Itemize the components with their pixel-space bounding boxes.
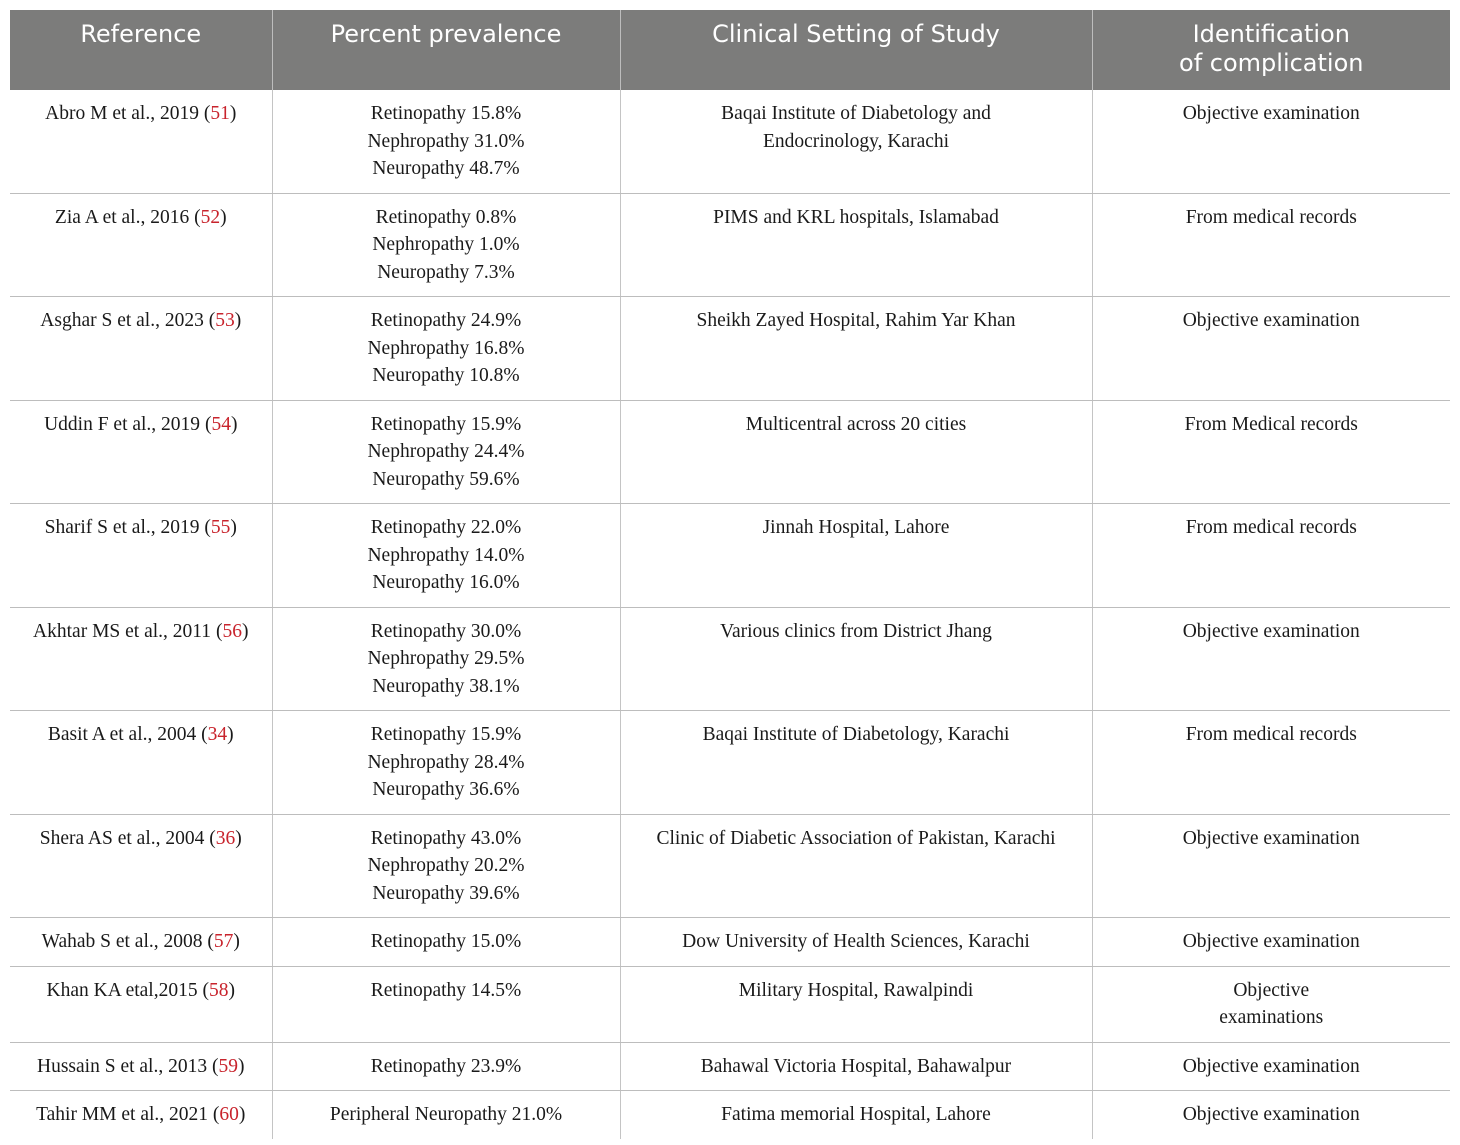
reference-cell — [10, 504, 272, 608]
reference-line: Sharif S et al., 2019 (55) — [44, 517, 237, 538]
reference-citation-link[interactable]: 51 — [210, 103, 230, 124]
reference-line: Wahab S et al., 2008 (57) — [41, 931, 240, 952]
reference-text: Asghar S et al., 2023 — [40, 310, 204, 331]
prevalence-cell — [272, 966, 620, 1042]
reference-text: Tahir MM et al., 2021 — [36, 1104, 209, 1125]
prevalence-value: Neuropathy 39.6% — [372, 882, 520, 904]
prevalence-cell — [272, 1042, 620, 1091]
clinical-setting-text: Multicentral across 20 cities — [745, 413, 967, 435]
header-setting-label: Clinical Setting of Study — [712, 20, 1000, 48]
identification-cell — [1092, 711, 1450, 815]
identification-cell — [1092, 966, 1450, 1042]
clinical-setting-cell — [620, 711, 1092, 815]
clinical-setting-cell — [620, 607, 1092, 711]
clinical-setting-cell — [620, 193, 1092, 297]
header-reference-label: Reference — [80, 20, 202, 48]
reference-line: Zia A et al., 2016 (52) — [54, 206, 227, 228]
prevalence-value: Neuropathy 36.6% — [372, 779, 520, 800]
clinical-setting-text: Various clinics from District Jhang — [720, 620, 992, 642]
prevalence-value: Neuropathy 38.1% — [372, 675, 520, 697]
identification-cell — [1092, 297, 1450, 401]
header-identification-line-1: Identification — [1192, 20, 1350, 48]
identification-cell — [1092, 90, 1450, 193]
prevalence-cell — [272, 400, 620, 504]
prevalence-cell — [272, 297, 620, 401]
reference-text: Wahab S et al., 2008 — [41, 931, 203, 952]
identification-text: Objective examination — [1182, 931, 1360, 952]
reference-citation-link[interactable]: 54 — [211, 413, 231, 435]
reference-cell — [10, 918, 272, 967]
clinical-setting-text: Jinnah Hospital, Lahore — [762, 517, 950, 538]
reference-line: Akhtar MS et al., 2011 (56) — [33, 620, 249, 642]
table-row — [10, 711, 1450, 815]
header-prevalence-label: Percent prevalence — [330, 20, 562, 48]
table-row — [10, 607, 1450, 711]
reference-citation-link[interactable]: 52 — [200, 206, 221, 228]
prevalence-cell — [272, 504, 620, 608]
reference-citation-link[interactable]: 36 — [215, 827, 236, 849]
identification-text: From medical records — [1185, 206, 1357, 228]
prevalence-value: Retinopathy 24.9% — [370, 310, 522, 331]
clinical-setting-cell — [620, 966, 1092, 1042]
prevalence-value: Retinopathy 15.9% — [370, 413, 522, 435]
clinical-setting-cell — [620, 504, 1092, 608]
prevalence-cell — [272, 193, 620, 297]
table-header-row — [10, 10, 1450, 90]
reference-text: Shera AS et al., 2004 — [39, 827, 205, 849]
prevalence-cell — [272, 90, 620, 193]
reference-citation-link[interactable]: 56 — [222, 620, 242, 642]
header-percent-prevalence — [272, 10, 620, 90]
clinical-setting-cell — [620, 1042, 1092, 1091]
reference-line: Tahir MM et al., 2021 (60) — [36, 1104, 246, 1125]
prevalence-value: Nephropathy 1.0% — [372, 234, 520, 255]
prevalence-value: Retinopathy 43.0% — [370, 827, 522, 849]
identification-text: Objective examination — [1182, 103, 1360, 124]
identification-text: From medical records — [1185, 724, 1357, 745]
reference-text: Khan KA etal,2015 — [46, 979, 198, 1001]
reference-line: Abro M et al., 2019 (51) — [45, 103, 237, 124]
identification-cell — [1092, 814, 1450, 918]
identification-text: Objective examination — [1182, 827, 1360, 849]
reference-cell — [10, 711, 272, 815]
identification-text: examinations — [1219, 1007, 1324, 1028]
prevalence-value: Retinopathy 0.8% — [375, 206, 517, 228]
reference-cell — [10, 90, 272, 193]
prevalence-value: Retinopathy 30.0% — [370, 620, 522, 642]
clinical-setting-text: Baqai Institute of Diabetology and — [721, 103, 991, 124]
prevalence-cell — [272, 711, 620, 815]
table-row — [10, 1091, 1450, 1139]
prevalence-cell — [272, 918, 620, 967]
prevalence-cell — [272, 814, 620, 918]
reference-citation-link[interactable]: 55 — [210, 517, 231, 538]
reference-cell — [10, 966, 272, 1042]
header-identification-line-2: of complication — [1179, 49, 1364, 77]
prevalence-value: Retinopathy 14.5% — [370, 979, 522, 1001]
table-row — [10, 966, 1450, 1042]
identification-cell — [1092, 607, 1450, 711]
clinical-setting-text: Endocrinology, Karachi — [762, 130, 950, 152]
reference-citation-link[interactable]: 58 — [208, 979, 229, 1001]
prevalence-value: Retinopathy 15.0% — [370, 931, 522, 952]
reference-line: Asghar S et al., 2023 (53) — [40, 310, 242, 331]
reference-cell — [10, 297, 272, 401]
reference-citation-link[interactable]: 34 — [207, 724, 228, 745]
reference-line: Khan KA etal,2015 (58) — [46, 979, 235, 1001]
prevalence-value: Neuropathy 59.6% — [372, 468, 520, 490]
table-body — [10, 90, 1450, 1139]
clinical-setting-text: Fatima memorial Hospital, Lahore — [721, 1104, 991, 1125]
identification-cell — [1092, 193, 1450, 297]
identification-text: Objective examination — [1182, 1104, 1360, 1125]
clinical-setting-cell — [620, 1091, 1092, 1139]
reference-citation-link[interactable]: 60 — [219, 1104, 239, 1125]
reference-citation-link[interactable]: 53 — [215, 310, 235, 331]
prevalence-value: Nephropathy 28.4% — [367, 751, 525, 773]
prevalence-value: Neuropathy 16.0% — [372, 572, 520, 593]
clinical-setting-cell — [620, 400, 1092, 504]
identification-text: From medical records — [1185, 517, 1357, 538]
table-row — [10, 297, 1450, 401]
prevalence-value: Nephropathy 29.5% — [367, 648, 525, 669]
prevalence-value: Neuropathy 48.7% — [372, 158, 520, 179]
identification-cell — [1092, 400, 1450, 504]
reference-text: Sharif S et al., 2019 — [44, 517, 200, 538]
reference-text: Basit A et al., 2004 — [47, 724, 197, 745]
identification-cell — [1092, 1091, 1450, 1139]
clinical-setting-text: Dow University of Health Sciences, Karachi — [682, 931, 1030, 952]
prevalence-value: Nephropathy 14.0% — [367, 544, 525, 566]
prevalence-value: Peripheral Neuropathy 21.0% — [329, 1104, 563, 1125]
prevalence-value: Retinopathy 22.0% — [370, 517, 522, 538]
reference-cell — [10, 607, 272, 711]
table-row — [10, 193, 1450, 297]
prevalence-value: Retinopathy 23.9% — [370, 1055, 522, 1077]
prevalence-value: Nephropathy 31.0% — [367, 130, 525, 152]
clinical-setting-cell — [620, 814, 1092, 918]
prevalence-value: Nephropathy 20.2% — [367, 855, 525, 876]
table-row — [10, 1042, 1450, 1091]
prevalence-value: Retinopathy 15.9% — [370, 724, 522, 745]
identification-text: From Medical records — [1184, 413, 1358, 435]
clinical-setting-text: Bahawal Victoria Hospital, Bahawalpur — [700, 1055, 1012, 1077]
reference-text: Hussain S et al., 2013 — [37, 1055, 208, 1077]
prevalence-value: Nephropathy 16.8% — [367, 337, 525, 359]
identification-text: Objective examination — [1182, 620, 1360, 642]
reference-text: Uddin F et al., 2019 — [44, 413, 201, 435]
identification-cell — [1092, 1042, 1450, 1091]
identification-text: Objective — [1233, 979, 1310, 1001]
reference-line: Shera AS et al., 2004 (36) — [39, 827, 242, 849]
clinical-setting-text: PIMS and KRL hospitals, Islamabad — [713, 206, 999, 228]
reference-cell — [10, 814, 272, 918]
header-reference — [10, 10, 272, 90]
reference-citation-link[interactable]: 57 — [213, 931, 234, 952]
prevalence-value: Retinopathy 15.8% — [370, 103, 522, 124]
reference-cell — [10, 1042, 272, 1091]
reference-text: Abro M et al., 2019 — [45, 103, 199, 124]
header-clinical-setting — [620, 10, 1092, 90]
reference-line: Basit A et al., 2004 (34) — [47, 724, 234, 745]
table-row — [10, 90, 1450, 193]
table-row — [10, 918, 1450, 967]
clinical-setting-text: Military Hospital, Rawalpindi — [738, 979, 974, 1001]
clinical-setting-text: Clinic of Diabetic Association of Pakistan, Karachi — [656, 827, 1056, 849]
header-identification — [1092, 10, 1450, 90]
table-row — [10, 814, 1450, 918]
reference-line: Uddin F et al., 2019 (54) — [44, 413, 238, 435]
identification-cell — [1092, 918, 1450, 967]
reference-text: Zia A et al., 2016 — [54, 206, 190, 228]
complications-prevalence-table — [10, 10, 1450, 1139]
reference-cell — [10, 1091, 272, 1139]
reference-citation-link[interactable]: 59 — [218, 1055, 238, 1077]
clinical-setting-cell — [620, 90, 1092, 193]
prevalence-cell — [272, 607, 620, 711]
identification-text: Objective examination — [1182, 310, 1360, 331]
clinical-setting-text: Baqai Institute of Diabetology, Karachi — [702, 724, 1010, 745]
clinical-setting-cell — [620, 297, 1092, 401]
clinical-setting-text: Sheikh Zayed Hospital, Rahim Yar Khan — [696, 310, 1016, 331]
table-row — [10, 504, 1450, 608]
prevalence-value: Neuropathy 7.3% — [377, 261, 515, 283]
identification-text: Objective examination — [1182, 1055, 1360, 1077]
prevalence-value: Neuropathy 10.8% — [372, 365, 520, 386]
reference-cell — [10, 400, 272, 504]
reference-text: Akhtar MS et al., 2011 — [33, 620, 212, 642]
clinical-setting-cell — [620, 918, 1092, 967]
prevalence-table-container — [10, 10, 1450, 1139]
identification-cell — [1092, 504, 1450, 608]
reference-cell — [10, 193, 272, 297]
prevalence-value: Nephropathy 24.4% — [367, 441, 525, 462]
prevalence-cell — [272, 1091, 620, 1139]
table-row — [10, 400, 1450, 504]
reference-line: Hussain S et al., 2013 (59) — [37, 1055, 245, 1077]
